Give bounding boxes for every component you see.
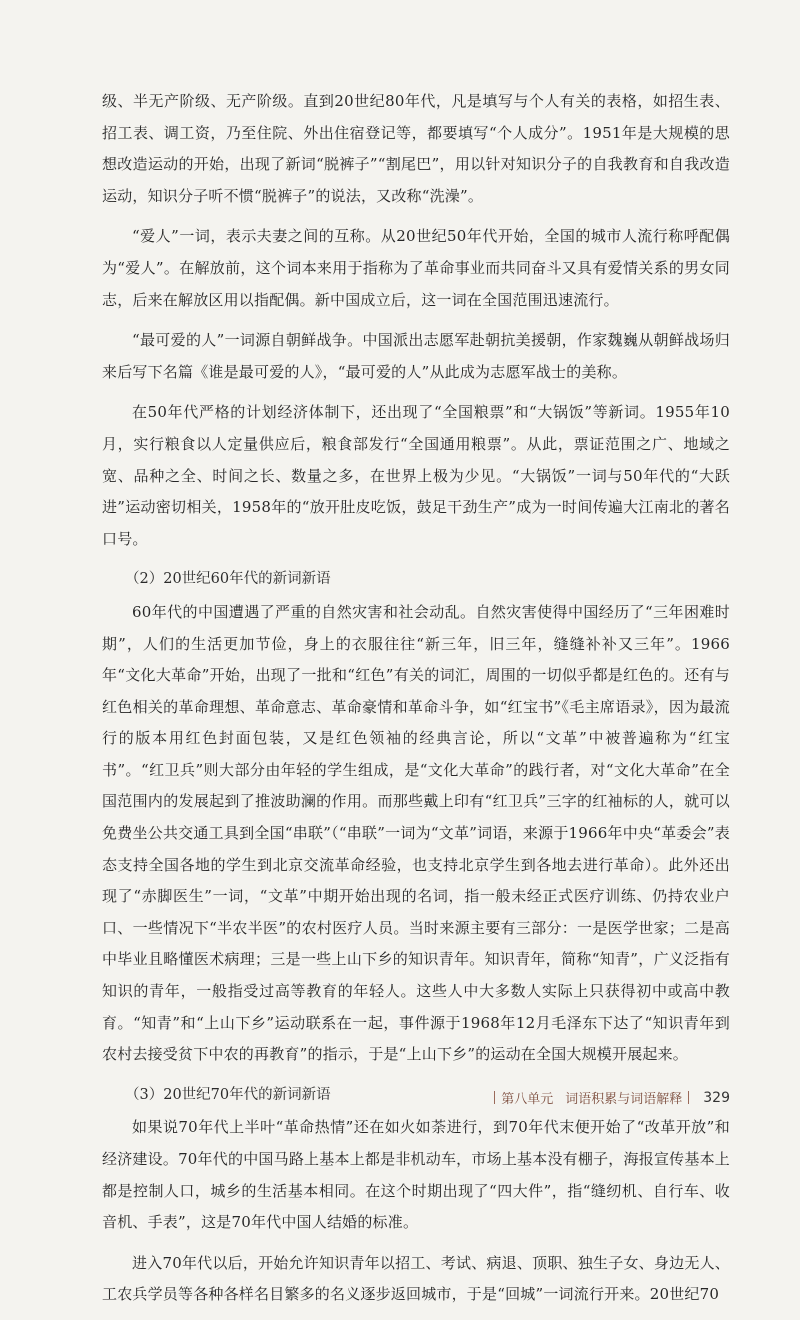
paragraph-most-lovable: “最可爱的人”一词源自朝鲜战争。中国派出志愿军赴朝抗美援朝，作家魏巍从朝鲜战场归来后写下名篇《谁是最可爱的人》，“最可爱的人”从此成为志愿军战士的美称。: [102, 331, 730, 381]
paragraph-70s: 如果说70年代上半叶“革命热情”还在如火如荼进行，到70年代末便开始了“改革开放”和经济建设。70年代的中国马路上基本上都是非机动车，市场上基本没有棚子，海报宣传基本上都是控制人口，城乡的生活基本相同。在这个时期出现了“四大件”，指“缝纫机、自行车、收音机、手表”，这是70年代中国人结婚的标准。: [102, 1118, 730, 1232]
page-number: 329: [703, 1089, 730, 1106]
footer-chapter-title: 词语积累与词语解释: [565, 1092, 683, 1107]
paragraph-ration-tickets: 在50年代严格的计划经济体制下，还出现了“全国粮票”和“大锅饭”等新词。1955年10月，实行粮食以人定量供应后，粮食部发行“全国通用粮票”。从此，票证范围之广、地域之宽、品种之全、时间之长、数量之多，在世界上极为少见。“大锅饭”一词与50年代的“大跃进”运动密切相关，1958年的“放开肚皮吃饭，鼓足干劲生产”成为一时间传遍大江南北的著名口号。: [102, 403, 730, 548]
section-heading-70s: （3）20世纪70年代的新词新语: [125, 1086, 331, 1103]
section-heading-60s: （2）20世纪60年代的新词新语: [125, 571, 331, 588]
page-footer: [488, 1088, 730, 1107]
footer-unit-label: 第八单元: [501, 1092, 554, 1107]
paragraph-60s: 60年代的中国遭遇了严重的自然灾害和社会动乱。自然灾害使得中国经历了“三年困难时期”，人们的生活更加节俭，身上的衣服往往“新三年，旧三年，缝缝补补又三年”。1966年“文化大革命”开始，出现了一批和“红色”有关的词汇，周围的一切似乎都是红色的。还有与红色相关的革命理想、革命意志、革命豪情和革命斗争，如“红宝书”《毛主席语录》，因为最流行的版本用红色封面包装，又是红色领袖的经典言论，所以“文革”中被普遍称为“红宝书”。“红卫兵”则大部分由年轻的学生组成，是“文化大革命”的践行者，对“文化大革命”在全国范围内的发展起到了推波助澜的作用。而那些戴上印有“红卫兵”三字的红袖标的人，就可以免费坐公共交通工具到全国“串联”（“串联”一词为“文革”词语，来源于1966年中央“革委会”表态支持全国各地的学生到北京交流革命经验，也支持北京学生到各地去进行革命）。此外还出现了“赤脚医生”一词，“文革”中期开始出现的名词，指一般未经正式医疗训练、仍持农业户口、一些情况下“半农半医”的农村医疗人员。当时来源主要有三部分：一是医学世家；二是高中毕业且略懂医术病理；三是一些上山下乡的知识青年。知识青年，简称“知青”，广义泛指有知识的青年，一般指受过高等教育的年轻人。这些人中大多数人实际上只获得初中或高中教育。“知青”和“上山下乡”运动联系在一起，事件源于1968年12月毛泽东下达了“知识青年到农村去接受贫下中农的再教育”的指示，于是“上山下乡”的运动在全国大规模开展起来。: [102, 602, 730, 1064]
paragraph-airen: “爱人”一词，表示夫妻之间的互称。从20世纪50年代开始，全国的城市人流行称呼配偶为“爱人”。在解放前，这个词本来用于指称为了革命事业而共同奋斗又具有爱情关系的男女同志，后来在解放区用以指配偶。新中国成立后，这一词在全国范围迅速流行。: [102, 227, 730, 309]
footer-divider-left: [494, 1091, 495, 1104]
page-body: [102, 86, 730, 1320]
paragraph-return-to-city: 进入70年代以后，开始允许知识青年以招工、考试、病退、顶职、独生子女、身边无人、工农兵学员等各种各样名目繁多的名义逐步返回城市，于是“回城”一词流行开来。20世纪70: [102, 1253, 730, 1304]
paragraph-class-status: 级、半无产阶级、无产阶级。直到20世纪80年代，凡是填写与个人有关的表格，如招生表、招工表、调工资，乃至住院、外出住宿登记等，都要填写“个人成分”。1951年是大规模的思想改造运动的开始，出现了新词“脱裤子”“割尾巴”，用以针对知识分子的自我教育和自我改造运动，知识分子听不惯“脱裤子”的说法，又改称“洗澡”。: [102, 92, 730, 205]
footer-divider-right: [688, 1091, 689, 1104]
